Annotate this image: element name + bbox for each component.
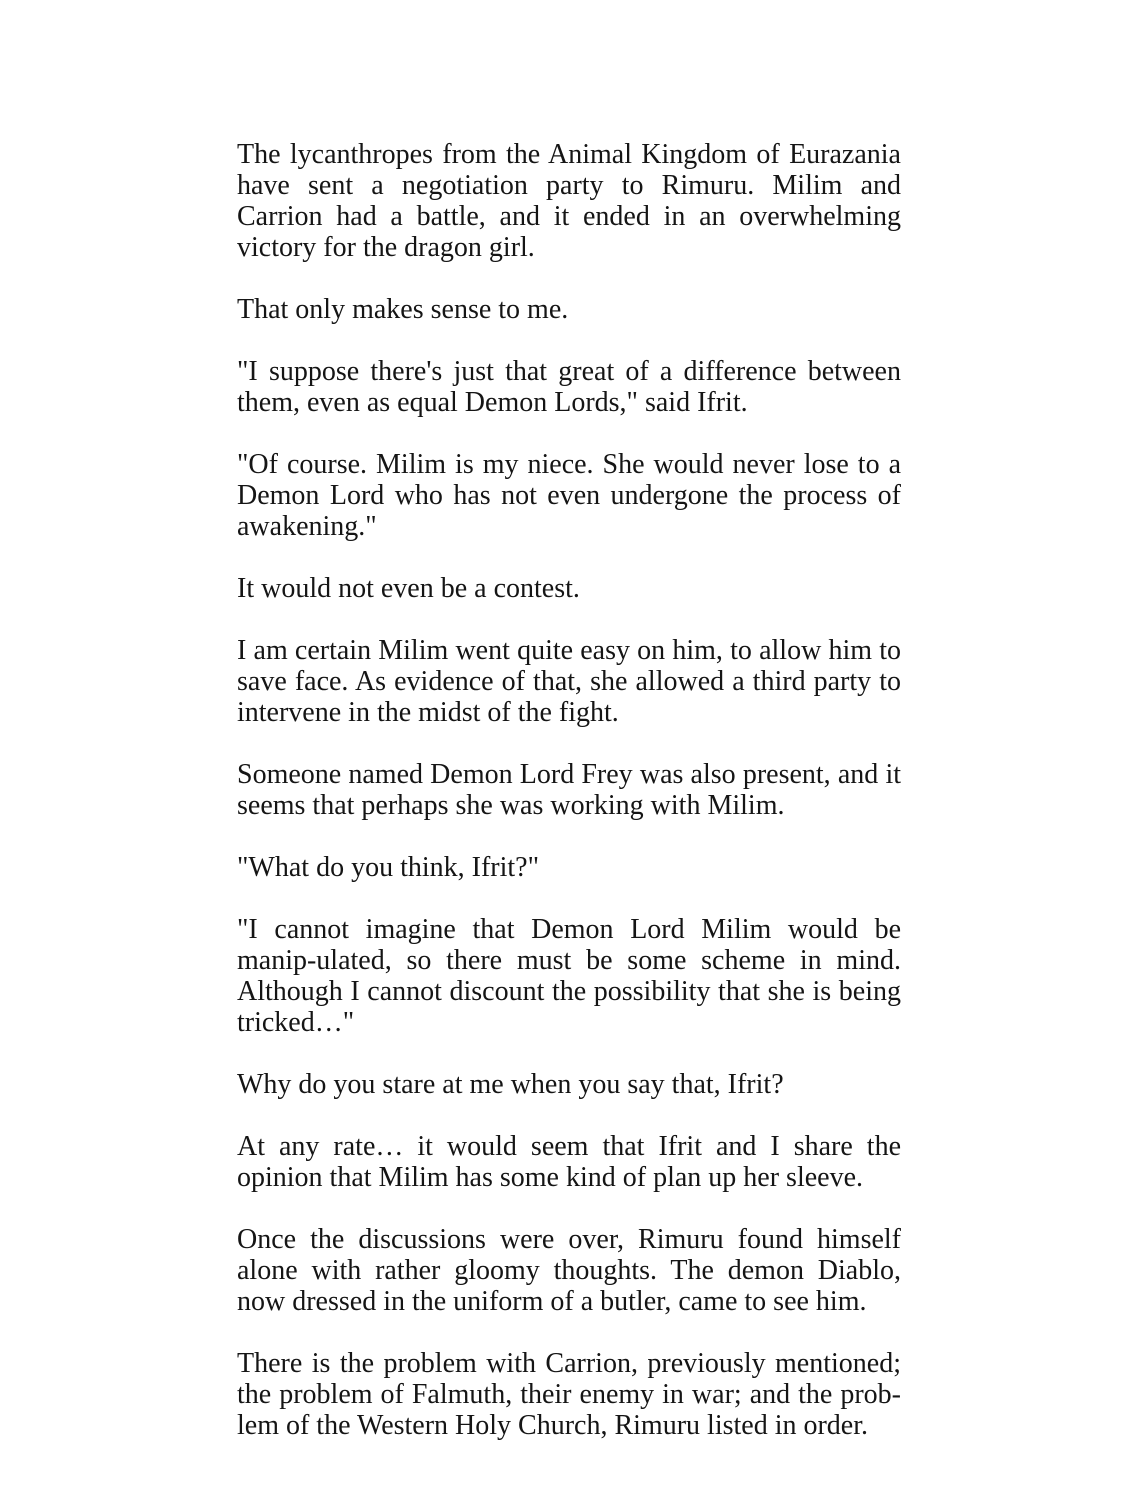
paragraph-13: There is the problem with Carrion, previously mentioned; the problem of Falmuth, their enemy in war; and the prob-lem of the Western Holy Church, Rimuru listed in order. [237, 1348, 901, 1441]
paragraph-5: It would not even be a contest. [237, 573, 580, 604]
paragraph-4: "Of course. Milim is my niece. She would never lose to a Demon Lord who has not even undergone the process of awakening." [237, 449, 901, 542]
paragraph-9: "I cannot imagine that Demon Lord Milim would be manip-ulated, so there must be some scheme in mind. Although I cannot discount the possibility that she is being tricked…" [237, 914, 901, 1038]
paragraph-3: "I suppose there's just that great of a difference between them, even as equal Demon Lords," said Ifrit. [237, 356, 901, 418]
paragraph-8: "What do you think, Ifrit?" [237, 852, 540, 883]
paragraph-10: Why do you stare at me when you say that, Ifrit? [237, 1069, 784, 1100]
paragraph-1: The lycanthropes from the Animal Kingdom of Eurazania have sent a negotiation party to Rimuru. Milim and Carrion had a battle, and it ended in an overwhelming victory for the dragon girl. [237, 139, 901, 263]
paragraph-12: Once the discussions were over, Rimuru found himself alone with rather gloomy thoughts. The demon Diablo, now dressed in the uniform of a butler, came to see him. [237, 1224, 901, 1317]
paragraph-6: I am certain Milim went quite easy on him, to allow him to save face. As evidence of that, she allowed a third party to intervene in the midst of the fight. [237, 635, 901, 728]
paragraph-7: Someone named Demon Lord Frey was also present, and it seems that perhaps she was working with Milim. [237, 759, 901, 821]
paragraph-11: At any rate… it would seem that Ifrit and I share the opinion that Milim has some kind of plan up her sleeve. [237, 1131, 901, 1193]
body-text [237, 139, 901, 1441]
paragraph-2: That only makes sense to me. [237, 294, 569, 325]
